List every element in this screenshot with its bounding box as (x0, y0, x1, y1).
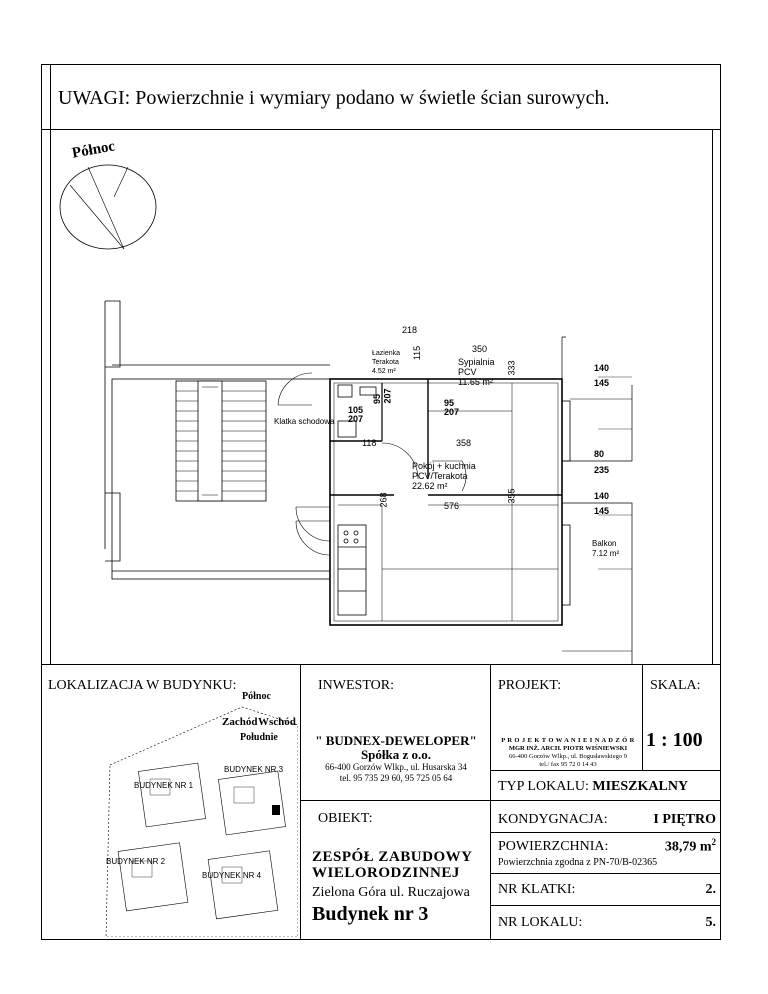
investor-phone: tel. 95 735 29 60, 95 725 05 64 (339, 773, 453, 783)
area-label: POWIERZCHNIA: (498, 839, 609, 854)
building-1-label: BUDYNEK NR 1 (134, 781, 194, 790)
location-title: LOKALIZACJA W BUDYNKU: (48, 678, 237, 693)
object-line-1: ZESPÓŁ ZABUDOWY (312, 849, 473, 865)
compass-west: Zachód (222, 716, 258, 728)
dim-80: 80 (594, 449, 605, 459)
titleblock-rule-3 (642, 664, 643, 770)
tb-rule-type (490, 770, 720, 771)
titleblock-rule-2 (490, 664, 491, 940)
dim-door-entrance (348, 406, 363, 424)
project-address: 66-400 Gorzów Wlkp., ul. Bogusławskiego 9 (509, 753, 627, 760)
object-line-3: Zielona Góra ul. Ruczajowa (312, 885, 470, 900)
dim-door-bedroom (444, 399, 459, 417)
room-bedroom (458, 357, 495, 387)
area-unit-sup: 2 (711, 837, 716, 847)
dim-268: 268 (378, 492, 389, 508)
building-4-label: BUDYNEK NR 4 (202, 871, 262, 880)
dim-355: 355 (506, 488, 517, 504)
dim-118: 118 (362, 438, 377, 448)
project-architect: MGR INŻ. ARCH. PIOTR WIŚNIEWSKI (508, 745, 628, 752)
scale-value: 1 : 100 (646, 729, 703, 751)
floor-label: KONDYGNACJA: (498, 812, 608, 827)
building-2-label: BUDYNEK NR 2 (106, 857, 166, 866)
compass-north: Północ (242, 691, 271, 702)
stairwell-no-value: 2. (705, 882, 716, 897)
room-balcony-area: 7.12 m² (592, 549, 620, 558)
room-balcony-name: Balkon (592, 539, 617, 548)
room-bathroom-area: 4.52 m² (372, 368, 396, 375)
room-bathroom-name: Łazienka (372, 350, 401, 357)
building-3-label: BUDYNEK NR 3 (224, 765, 284, 774)
dim-95-a: 95 (372, 393, 383, 405)
area-value (602, 837, 716, 856)
dim-140-a: 140 (594, 363, 610, 373)
dim-95-b: 95 (444, 398, 455, 408)
investor-company: Spółka z o.o. (360, 747, 432, 762)
unit-type-label: TYP LOKALU: (498, 779, 589, 794)
unit-no-value: 5. (705, 915, 716, 930)
dim-576: 576 (444, 501, 460, 511)
dim-350: 350 (472, 344, 488, 354)
room-bathroom (372, 349, 400, 376)
dim-207-c: 207 (348, 414, 364, 424)
room-bedroom-name: Sypialnia (458, 357, 495, 367)
unit-type (498, 779, 688, 795)
scale-title: SKALA: (650, 678, 701, 693)
compass-south: Południe (240, 732, 278, 743)
titleblock-top-rule (42, 664, 720, 665)
drawing-sheet (41, 64, 721, 940)
dim-207-b: 207 (444, 407, 460, 417)
room-living-area: 22.62 m² (412, 481, 448, 491)
project-office: P R O J E K T O W A N I E I N A D Z Ó R (501, 737, 635, 744)
dim-333: 333 (506, 360, 517, 376)
dim-207-a: 207 (382, 388, 393, 404)
tb-rule-stair (490, 905, 720, 906)
dim-358: 358 (456, 438, 472, 448)
notes-text: UWAGI: Powierzchnie i wymiary podano w świetle ścian surowych. (58, 87, 610, 109)
room-living-finish: PCV/Terakota (412, 471, 468, 481)
titleblock-mid-rule (300, 800, 720, 801)
object-title: OBIEKT: (318, 811, 373, 826)
tb-rule-area (490, 873, 720, 874)
investor-address: 66-400 Gorzów Wlkp., ul. Husarska 34 (325, 762, 467, 772)
north-label: Północ (70, 138, 117, 162)
room-bedroom-finish: PCV (458, 367, 477, 377)
project-phone: tel./ fax 95 72 0 14 43 (539, 761, 597, 768)
titleblock-rule-1 (300, 664, 301, 940)
room-bedroom-area: 11.65 m² (458, 377, 493, 387)
dim-145-a: 145 (594, 378, 610, 388)
area-note: Powierzchnia zgodna z PN-70/B-02365 (498, 857, 658, 868)
room-living-kitchen (412, 461, 476, 491)
dim-145-b: 145 (594, 506, 610, 516)
investor-title: INWESTOR: (318, 678, 394, 693)
area-number: 38,79 m (664, 839, 712, 855)
dim-140-b: 140 (594, 491, 610, 501)
room-balcony (592, 539, 619, 559)
object-line-4: Budynek nr 3 (312, 903, 429, 925)
header-left-rule (50, 65, 51, 129)
stairwell-no-label: NR KLATKI: (498, 882, 576, 897)
room-living-name: Pokój + kuchnia (412, 461, 476, 471)
project-title: PROJEKT: (498, 678, 562, 693)
investor-name: " BUDNEX-DEWELOPER" (315, 733, 477, 748)
object-line-2: WIELORODZINNEJ (312, 865, 460, 881)
room-bathroom-finish: Terakota (372, 359, 399, 366)
tb-rule-floor (490, 832, 720, 833)
dim-115: 115 (412, 345, 423, 361)
stairwell-label: Klatka schodowa (274, 417, 335, 426)
dim-235: 235 (594, 465, 610, 475)
dim-218: 218 (402, 325, 418, 335)
unit-no-label: NR LOKALU: (498, 915, 583, 930)
dim-105: 105 (348, 405, 364, 415)
floor-value: I PIĘTRO (653, 812, 716, 827)
compass-east: Wschód (258, 716, 296, 728)
unit-type-value: MIESZKALNY (592, 779, 689, 794)
